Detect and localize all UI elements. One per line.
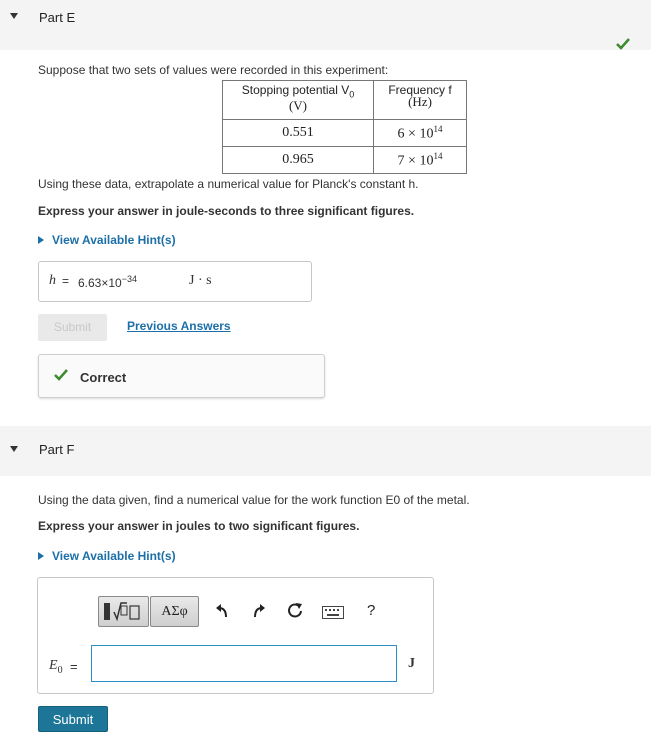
table-cell-frequency: $6 \times 10^{14}$ [374,120,467,147]
collapse-triangle-icon[interactable] [10,446,18,452]
part-f-title: Part F [39,442,75,457]
e0-equals: = [70,659,78,674]
table-row [223,147,467,174]
check-icon [54,369,68,381]
part-e-header[interactable] [0,0,651,50]
undo-icon[interactable] [216,603,230,619]
caret-right-icon [38,236,44,244]
part-e-intro: Suppose that two sets of values were recorded in this experiment: [38,63,389,77]
answer-unit: J · s [189,273,212,288]
keyboard-icon[interactable] [322,606,344,619]
symbols-button[interactable]: ΑΣφ [150,596,199,627]
part-f-hint-link[interactable]: View Available Hint(s) [38,549,176,563]
table-row [223,120,467,147]
caret-right-icon [38,552,44,560]
e0-unit: J [408,656,415,671]
part-e-submit-button[interactable]: Submit [38,314,107,341]
collapse-triangle-icon[interactable] [10,13,18,19]
help-button[interactable]: ? [367,602,376,619]
table-cell-voltage: 0.965 [223,147,374,174]
e0-label: $E_0$ [49,658,63,676]
part-e-hint-link[interactable]: View Available Hint(s) [38,233,176,247]
answer-value: $6.63\times 10^{-34}$ [78,274,137,290]
templates-button[interactable] [98,596,149,627]
answer-equals: = [62,274,70,288]
col-header-frequency: Frequency f (Hz) [374,81,467,120]
part-f-submit-button[interactable]: Submit [38,706,108,732]
correct-label: Correct [80,370,127,385]
part-f-instruction: Using the data given, find a numerical value for the work function E0 of the metal. [38,493,470,507]
redo-icon[interactable] [251,603,265,619]
data-table [222,80,467,174]
completed-check-icon [616,38,630,50]
reset-icon[interactable] [286,602,304,620]
previous-answers-link[interactable]: Previous Answers [127,319,231,333]
templates-icon [99,597,148,626]
e0-answer-input[interactable] [91,645,397,682]
part-f-header[interactable] [0,426,651,476]
correct-feedback [38,354,325,398]
table-cell-frequency: $7 \times 10^{14}$ [374,147,467,174]
answer-variable: h [49,273,56,288]
col-header-stopping-potential: Stopping potential $V_0$ (V) [223,81,374,120]
part-f-express: Express your answer in joules to two significant figures. [38,519,360,533]
table-cell-voltage: 0.551 [223,120,374,147]
part-e-answer-display [38,261,312,302]
part-e-express: Express your answer in joule-seconds to three significant figures. [38,204,415,218]
part-e-title: Part E [39,10,76,25]
part-e-instruction: Using these data, extrapolate a numerical value for Planck's constant h. [38,177,419,191]
